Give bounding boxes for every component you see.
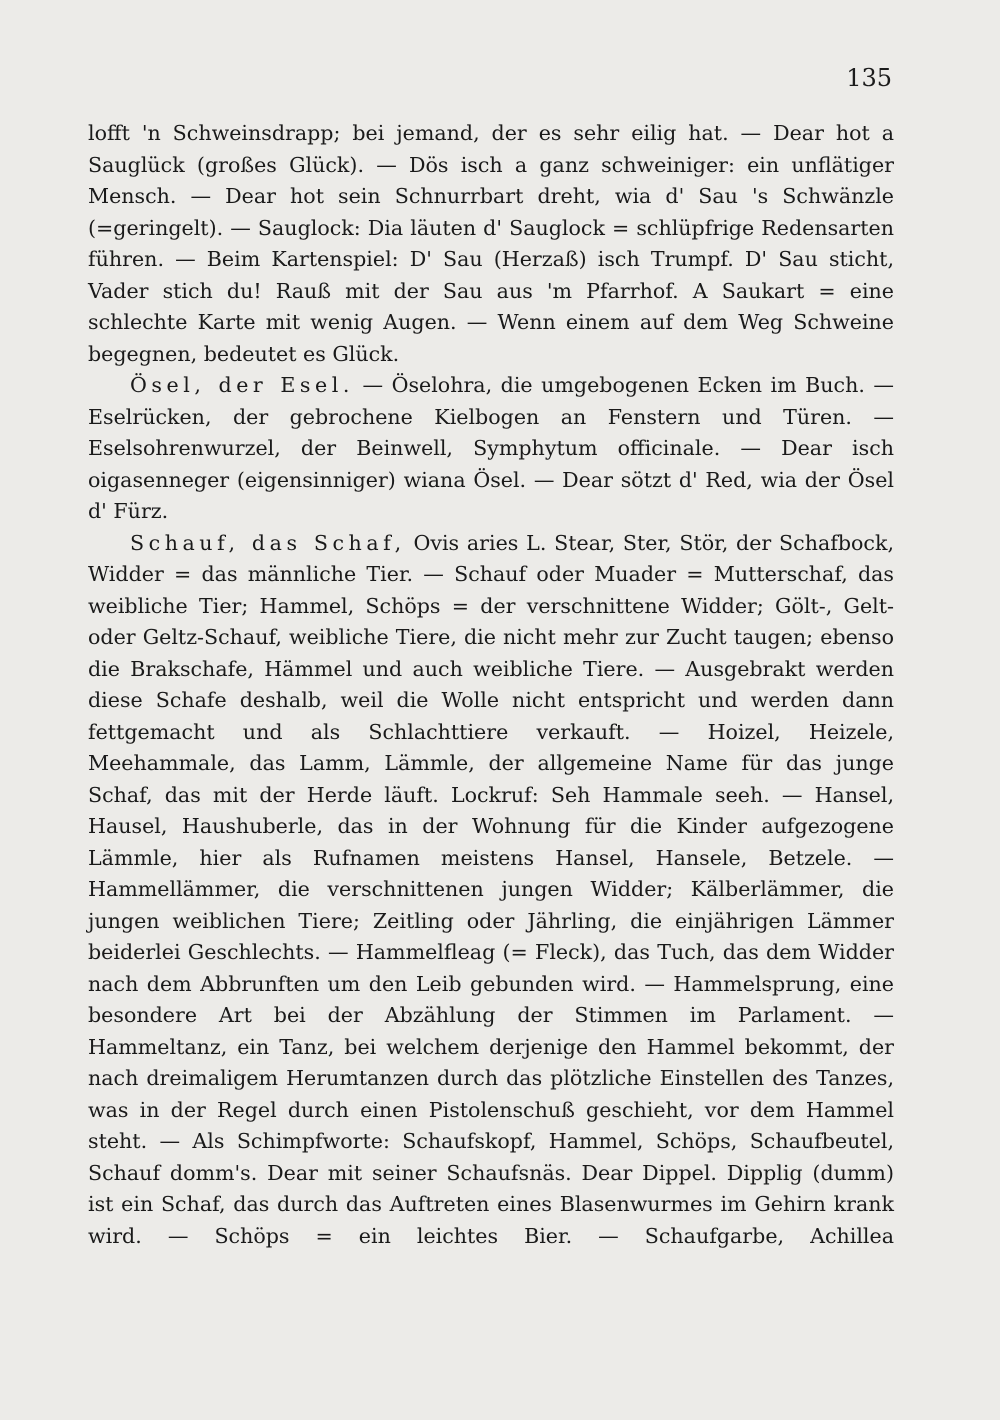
paragraph-schaf [88,528,894,1253]
paragraph-text: lofft 'n Schweinsdrapp; bei jemand, der es sehr eilig hat. — Dear hot a Sauglück (großes Glück). — Dös isch a ganz schweiniger: ein unflätiger Mensch. — Dear hot sein Schnurrbart dreht, wia d' Sau 's Schwänzle (=geringelt). — Sauglock: Dia läuten d' Sauglock = schlüpfrige Redensarten führen. — Beim Kartenspiel: D' Sau (Herzaß) isch Trumpf. D' Sau sticht, Vader stich du! Rauß mit der Sau aus 'm Pfarrhof. A Saukart = eine schlechte Karte mit wenig Augen. — Wenn einem auf dem Weg Schweine begegnen, bedeutet es Glück. [88,121,894,366]
entry-heading: Schauf, das Schaf, [130,530,406,555]
body-text [88,118,894,1252]
paragraph-esel [88,370,894,528]
entry-heading: Ösel, der Esel. [130,373,354,397]
paragraph-text: — Öselohra, die umgebogenen Ecken im Buch. — Eselrücken, der gebrochene Kielbogen an Fenstern und Türen. — Eselsohrenwurzel, der Beinwell, Symphytum officinale. — Dear isch oigasenneger (eigensinniger) wiana Ösel. — Dear sötzt d' Red, wia der Ösel d' Fürz. [88,373,894,523]
paragraph-schwein [88,118,894,370]
paragraph-text: Ovis aries L. Stear, Ster, Stör, der Schafbock, Widder = das männliche Tier. — Schauf oder Muader = Mutterschaf, das weibliche Tier; Hammel, Schöps = der verschnittene Widder; Gölt-, Gelt- oder Geltz-Schauf, weibliche Tiere, die nicht mehr zur Zucht taugen; ebenso die Brakschafe, Hämmel und auch weibliche Tiere. — Ausgebrakt werden diese Schafe deshalb, weil die Wolle nicht entspricht und werden dann fettgemacht und als Schlachttiere verkauft. — Hoizel, Heizele, Meehammale, das Lamm, Lämmle, der allgemeine Name für das junge Schaf, das mit der Herde läuft. Lockruf: Seh Hammale seeh. — Hansel, Hausel, Haushuberle, das in der Wohnung für die Kinder aufgezogene Lämmle, hier als Rufnamen meistens Hansel, Hansele, Betzele. — Hammellämmer, die verschnittenen jungen Widder; Kälberlämmer, die jungen weiblichen Tiere; Zeitling oder Jährling, die einjährigen Lämmer beiderlei Geschlechts. — Hammelfleag (= Fleck), das Tuch, das dem Widder nach dem Abbrunften um den Leib gebunden wird. — Hammelsprung, eine besondere Art bei der Abzählung der Stimmen im Parlament. — Hammeltanz, ein Tanz, bei welchem derjenige den Hammel bekommt, der nach dreimaligem Herumtanzen durch das plötzliche Einstellen des Tanzes, was in der Regel durch einen Pistolenschuß geschieht, vor dem Hammel steht. — Als Schimpfworte: Schaufskopf, Hammel, Schöps, Schaufbeutel, Schauf domm's. Dear mit seiner Schaufsnäs. Dear Dippel. Dipplig (dumm) ist ein Schaf, das durch das Auftreten eines Blasenwurmes im Gehirn krank wird. — Schöps = ein leichtes Bier. — Schaufgarbe, Achillea [88,530,894,1248]
page-number: 135 [846,64,892,92]
